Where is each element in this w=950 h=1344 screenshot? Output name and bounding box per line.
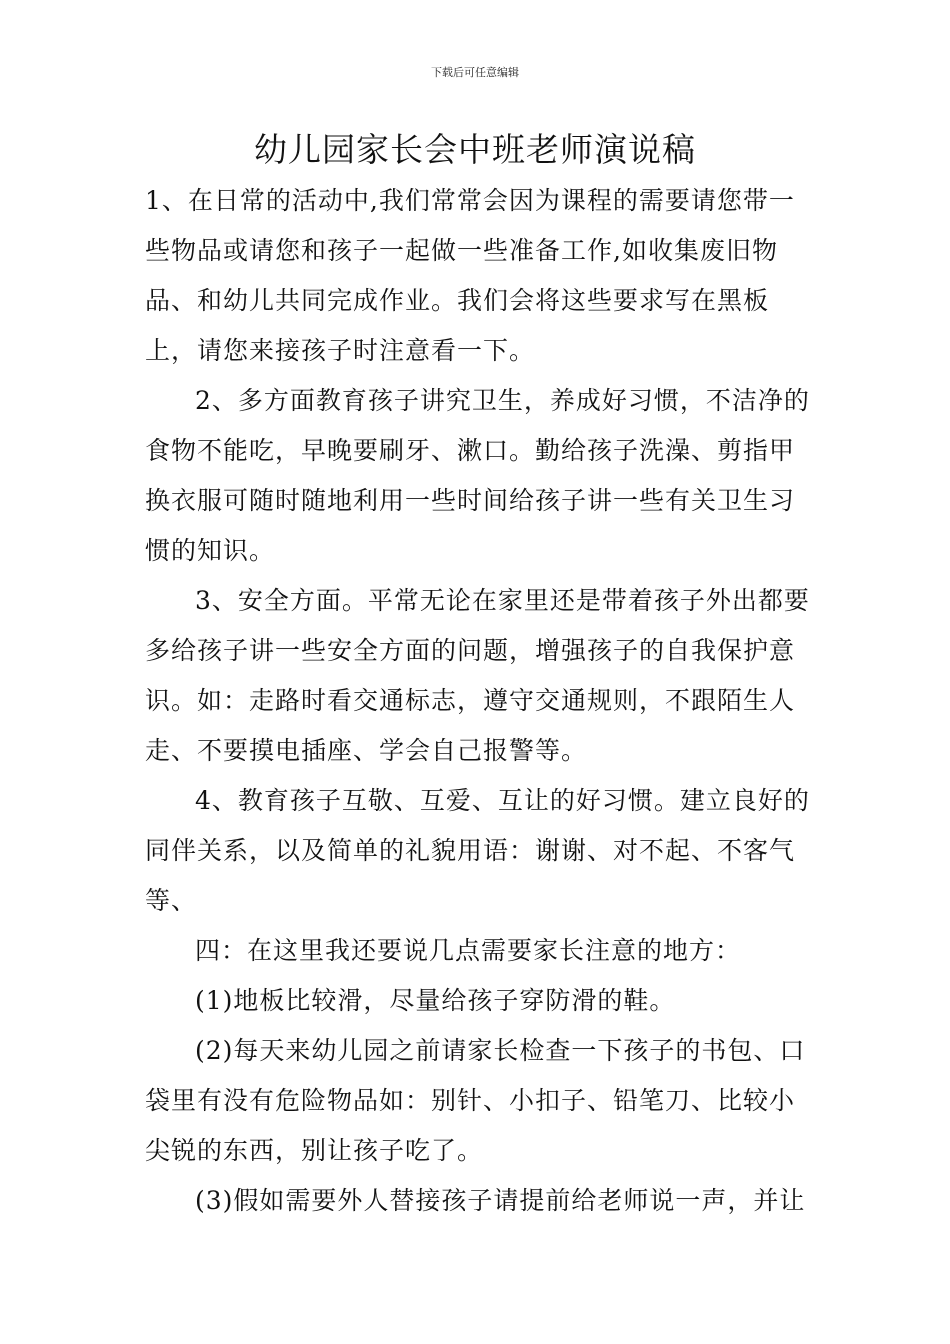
header-note: 下载后可任意编辑 — [431, 66, 519, 79]
paragraph-3: 3、安全方面。平常无论在家里还是带着孩子外出都要多给孩子讲一些安全方面的问题，增强孩子的自我保护意识。如：走路时看交通标志，遵守交通规则，不跟陌生人走、不要摸电插座、学会自己报警等。 — [145, 586, 810, 765]
paragraph-2: 2、多方面教育孩子讲究卫生，养成好习惯，不洁净的食物不能吃，早晚要刷牙、漱口。勤给孩子洗澡、剪指甲换衣服可随时随地利用一些时间给孩子讲一些有关卫生习惯的知识。 — [145, 386, 810, 565]
paragraph-7: (2)每天来幼儿园之前请家长检查一下孩子的书包、口袋里有没有危险物品如：别针、小扣子、铅笔刀、比较小尖锐的东西，别让孩子吃了。 — [145, 1036, 806, 1165]
paragraph-6: (1)地板比较滑，尽量给孩子穿防滑的鞋。 — [195, 986, 676, 1015]
paragraph-4: 4、教育孩子互敬、互爱、互让的好习惯。建立良好的同伴关系，以及简单的礼貌用语：谢谢、对不起、不客气等、 — [145, 786, 810, 915]
document-title: 幼儿园家长会中班老师演说稿 — [254, 130, 696, 169]
paragraph-8: (3)假如需要外人替接孩子请提前给老师说一声，并让 — [195, 1186, 806, 1215]
paragraph-5: 四：在这里我还要说几点需要家长注意的地方： — [195, 936, 742, 965]
paragraph-1: 1、在日常的活动中,我们常常会因为课程的需要请您带一些物品或请您和孩子一起做一些准备工作,如收集废旧物品、和幼儿共同完成作业。我们会将这些要求写在黑板上，请您来接孩子时注意看一下。 — [145, 186, 795, 365]
document-body — [145, 176, 810, 1226]
